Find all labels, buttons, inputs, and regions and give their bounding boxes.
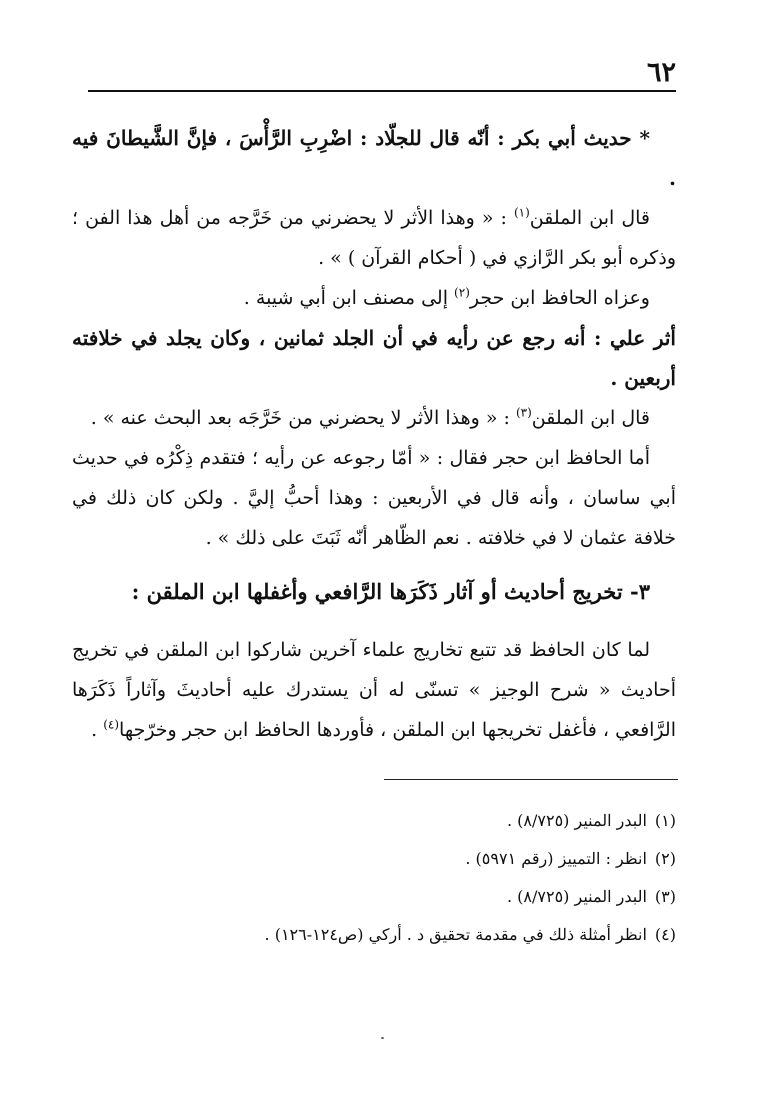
paragraph-text: لما كان الحافظ قد تتبع تخاريج علماء آخرين شاركوا ابن الملقن في تخريج أحاديث « شرح الوجيز » تسنّى له أن يستدرك عليه أحاديثَ وآثاراً ذَكَرَها الرَّافعي ، فأغفل تخريجها ابن الملقن ، فأوردها الحافظ ابن حجر وخرّجها	[72, 639, 676, 741]
footnote-number: (٢)	[654, 849, 676, 868]
footnote-text: البدر المنير (٨/٧٢٥) .	[506, 811, 647, 830]
footnote-number: (٣)	[654, 887, 676, 906]
section-heading: ٣- تخريج أحاديث أو آثار ذَكَرَها الرَّافعي وأغفلها ابن الملقن :	[131, 579, 650, 604]
paragraph-text: إلى مصنف ابن أبي شيبة .	[243, 287, 455, 309]
footnote-ref: (٣)	[515, 405, 532, 420]
footnote-ref: (٢)	[454, 285, 470, 300]
footnote-ref: (٤)	[103, 717, 120, 732]
athar-ali-heading: أثر علي : أنه رجع عن رأيه في أن الجلد ثمانين ، وكان يجلد في خلافته أربعين .	[72, 326, 676, 390]
page-number: ٦٢	[646, 57, 676, 88]
footnote	[120, 878, 676, 916]
heading-text: حديث أبي بكر : أنّه قال للجلّاد : اضْرِبِ الرَّأْسَ ، فإنَّ الشَّيطانَ فيه .	[72, 126, 676, 190]
paragraph	[72, 278, 676, 318]
footnote	[120, 916, 676, 954]
paragraph: أما الحافظ ابن حجر فقال : « أمّا رجوعه عن رأيه ؛ فتقدم ذِكْرُه في حديث أبي ساسان ، وأنه قال في الأربعين : وهذا أحبُّ إليَّ . ولكن كان ذلك في خلافة عثمان لا في خلافته . نعم الظّاهر أنّه ثَبَتَ على ذلك » .	[72, 447, 676, 549]
paragraph	[72, 198, 676, 278]
paragraph	[72, 630, 676, 750]
footnote-ref: (١)	[513, 205, 530, 220]
footnote-number: (١)	[654, 811, 676, 830]
footnote	[120, 802, 676, 840]
asterisk-marker: *	[639, 126, 650, 150]
paragraph-text: قال ابن الملقن	[531, 407, 650, 429]
footnotes	[120, 802, 676, 954]
footnote-number: (٤)	[654, 925, 676, 944]
main-text	[72, 118, 676, 750]
paragraph-text: : « وهذا الأثر لا يحضرني من خَرَّجَه بعد البحث عنه » .	[90, 407, 516, 429]
paragraph-text: .	[91, 719, 104, 741]
paragraph	[72, 398, 676, 438]
paragraph-text: : « وهذا الأثر لا يحضرني من خَرَّجه من أهل هذا الفن ؛ وذكره أبو بكر الرَّازي في ( أحكام القرآن ) » .	[72, 207, 676, 269]
footnote	[120, 840, 676, 878]
footnote-text: انظر : التمييز (رقم ٥٩٧١) .	[465, 849, 647, 868]
footnote-separator	[384, 779, 678, 780]
print-speck	[381, 1037, 384, 1039]
paragraph-text: قال ابن الملقن	[529, 207, 651, 229]
footnote-text: انظر أمثلة ذلك في مقدمة تحقيق د . أركي (ص١٢٤-١٢٦) .	[264, 925, 647, 944]
paragraph-text: وعزاه الحافظ ابن حجر	[469, 287, 650, 309]
page-header	[88, 58, 676, 92]
hadith-abu-bakr-heading	[72, 118, 676, 198]
footnote-text: البدر المنير (٨/٧٢٥) .	[506, 887, 647, 906]
